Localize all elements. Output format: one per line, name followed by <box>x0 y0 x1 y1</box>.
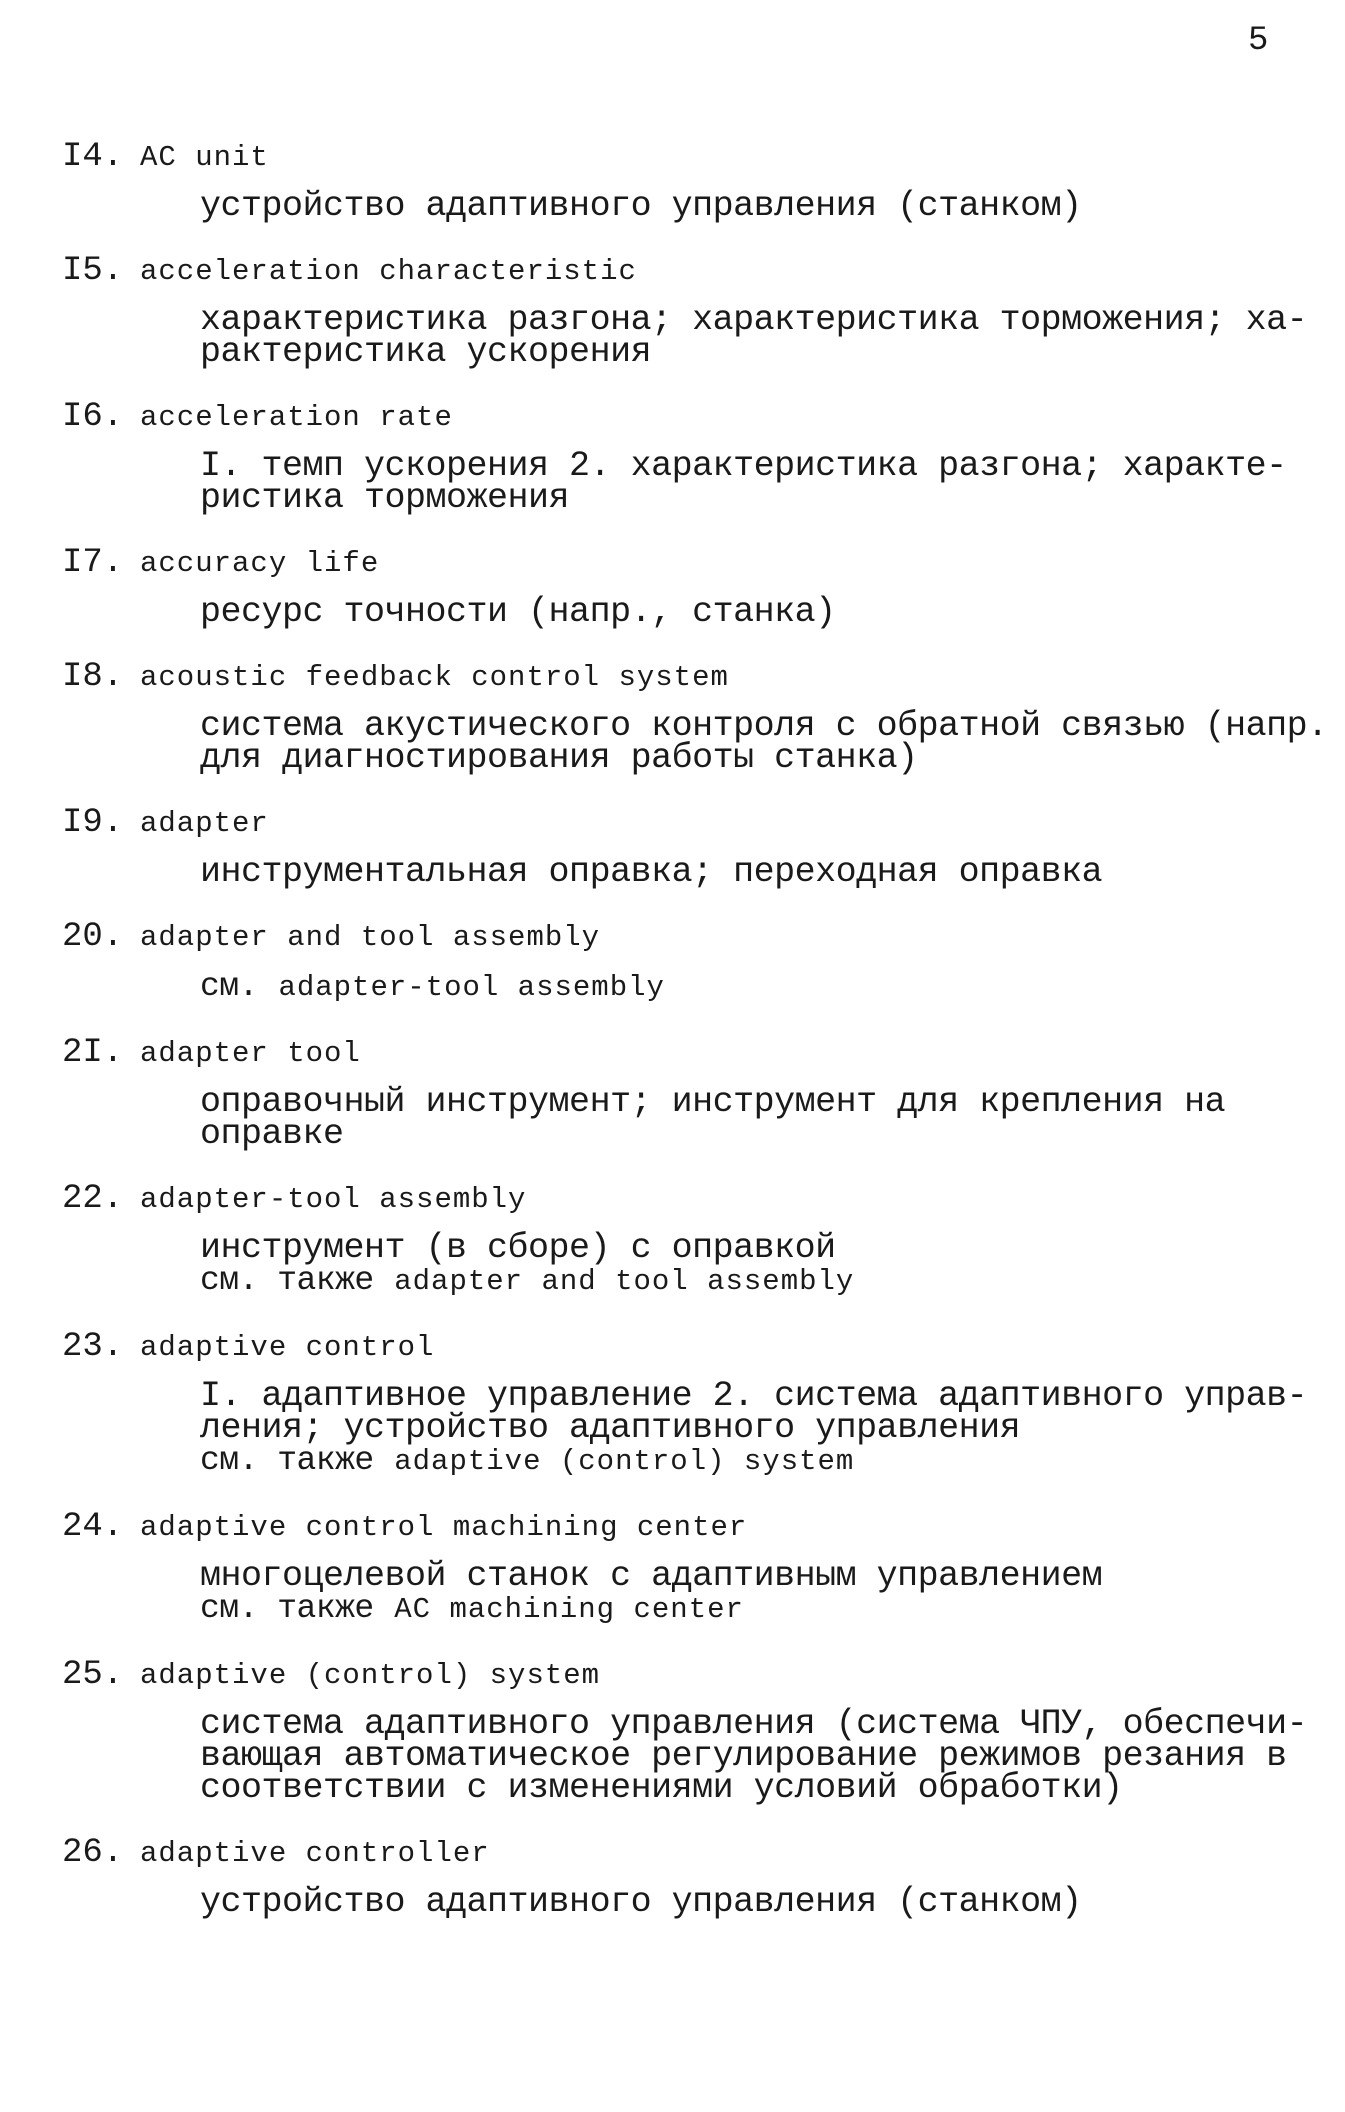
see-prefix: см. также <box>200 1262 374 1299</box>
glossary-entry <box>62 1328 1322 1478</box>
definition-line: ресурс точности (напр., станка) <box>200 592 836 632</box>
entry-term: acceleration characteristic <box>140 255 637 288</box>
see-reference <box>200 970 1322 1004</box>
entry-number: 23. <box>62 1328 124 1366</box>
entry-header <box>62 1834 1322 1872</box>
definition-line: инструментальная оправка; переходная оправка <box>200 852 1103 892</box>
glossary-entry <box>62 658 1328 778</box>
definition-line: ристика торможения <box>200 478 570 518</box>
entry-header <box>62 544 1322 582</box>
glossary-entry <box>62 252 1322 372</box>
glossary-entry <box>62 1656 1322 1808</box>
definition-line: система адаптивного управления (система ЧПУ, обеспечи- <box>200 1704 1308 1744</box>
entry-definition <box>200 186 1322 226</box>
entry-number: 20. <box>62 918 124 956</box>
entry-header <box>62 398 1322 436</box>
entry-definition <box>200 300 1322 372</box>
entry-definition <box>200 706 1328 778</box>
see-term: AC machining center <box>394 1593 744 1626</box>
glossary-entry <box>62 544 1322 632</box>
entry-definition <box>200 1228 1322 1299</box>
entry-header <box>62 1034 1322 1072</box>
see-reference <box>200 1592 1322 1626</box>
entry-definition <box>200 1082 1322 1154</box>
entry-number: I5. <box>62 252 124 290</box>
glossary-entry <box>62 1034 1322 1154</box>
entry-number: I9. <box>62 804 124 842</box>
entry-term: adaptive control <box>140 1331 435 1364</box>
definition-line: оправке <box>200 1114 344 1154</box>
entry-header <box>62 658 1322 696</box>
definition-line: устройство адаптивного управления (станком) <box>200 1882 1082 1922</box>
glossary-entry <box>62 918 1322 1004</box>
entry-definition <box>200 446 1322 518</box>
definition-line: I. темп ускорения 2. характеристика разгона; характе- <box>200 446 1287 486</box>
glossary-entry <box>62 398 1322 518</box>
entry-term: adapter <box>140 807 269 840</box>
see-reference <box>200 1264 1322 1298</box>
definition-line: для диагностирования работы станка) <box>200 738 918 778</box>
glossary-entry <box>62 1834 1322 1922</box>
definition-line: характеристика разгона; характеристика торможения; ха- <box>200 300 1308 340</box>
page-number: 5 <box>1248 22 1269 60</box>
see-prefix: см. также <box>200 1590 374 1627</box>
entry-definition <box>200 1704 1322 1808</box>
entry-term: adaptive controller <box>140 1837 490 1870</box>
glossary-entry <box>62 138 1322 226</box>
see-prefix: см. <box>200 968 258 1005</box>
definition-line: I. адаптивное управление 2. система адаптивного управ- <box>200 1376 1308 1416</box>
glossary-entry <box>62 1508 1322 1626</box>
entry-number: I4. <box>62 138 124 176</box>
entry-term: adaptive control machining center <box>140 1511 748 1544</box>
entry-term: acoustic feedback control system <box>140 661 729 694</box>
entry-definition <box>200 1376 1322 1479</box>
see-term: adapter-tool assembly <box>278 971 665 1004</box>
entry-definition <box>200 852 1322 892</box>
entry-header <box>62 252 1322 290</box>
entry-number: I6. <box>62 398 124 436</box>
entry-number: 22. <box>62 1180 124 1218</box>
entry-term: adaptive (control) system <box>140 1659 601 1692</box>
entry-definition <box>200 1556 1322 1627</box>
entry-header <box>62 1656 1322 1694</box>
definition-line: рактеристика ускорения <box>200 332 652 372</box>
entry-number: 26. <box>62 1834 124 1872</box>
entry-definition <box>200 1882 1322 1922</box>
glossary-entries <box>62 138 1328 1948</box>
entry-header <box>62 138 1322 176</box>
entry-term: accuracy life <box>140 547 380 580</box>
entry-header <box>62 804 1322 842</box>
see-term: adapter and tool assembly <box>394 1265 855 1298</box>
entry-definition <box>200 592 1322 632</box>
entry-number: I7. <box>62 544 124 582</box>
entry-number: 24. <box>62 1508 124 1546</box>
definition-line: вающая автоматическое регулирование режимов резания в <box>200 1736 1287 1776</box>
see-reference <box>200 1444 1322 1478</box>
entry-term: adapter tool <box>140 1037 361 1070</box>
entry-term: adapter-tool assembly <box>140 1183 527 1216</box>
entry-header <box>62 918 1322 956</box>
entry-number: I8. <box>62 658 124 696</box>
entry-number: 25. <box>62 1656 124 1694</box>
definition-line: система акустического контроля с обратной связью (напр. <box>200 706 1328 746</box>
definition-line: инструмент (в сборе) с оправкой <box>200 1228 836 1268</box>
entry-definition <box>200 970 1322 1004</box>
definition-line: устройство адаптивного управления (станком) <box>200 186 1082 226</box>
definition-line: многоцелевой станок с адаптивным управлением <box>200 1556 1103 1596</box>
entry-number: 2I. <box>62 1034 124 1072</box>
entry-header <box>62 1180 1322 1218</box>
definition-line: соответствии с изменениями условий обработки) <box>200 1768 1123 1808</box>
definition-line: ления; устройство адаптивного управления <box>200 1408 1021 1448</box>
glossary-entry <box>62 804 1322 892</box>
glossary-entry <box>62 1180 1322 1298</box>
entry-term: AC unit <box>140 141 269 174</box>
entry-term: acceleration rate <box>140 401 453 434</box>
entry-header <box>62 1508 1322 1546</box>
entry-header <box>62 1328 1322 1366</box>
definition-line: оправочный инструмент; инструмент для крепления на <box>200 1082 1226 1122</box>
see-prefix: см. также <box>200 1442 374 1479</box>
see-term: adaptive (control) system <box>394 1445 855 1478</box>
entry-term: adapter and tool assembly <box>140 921 601 954</box>
